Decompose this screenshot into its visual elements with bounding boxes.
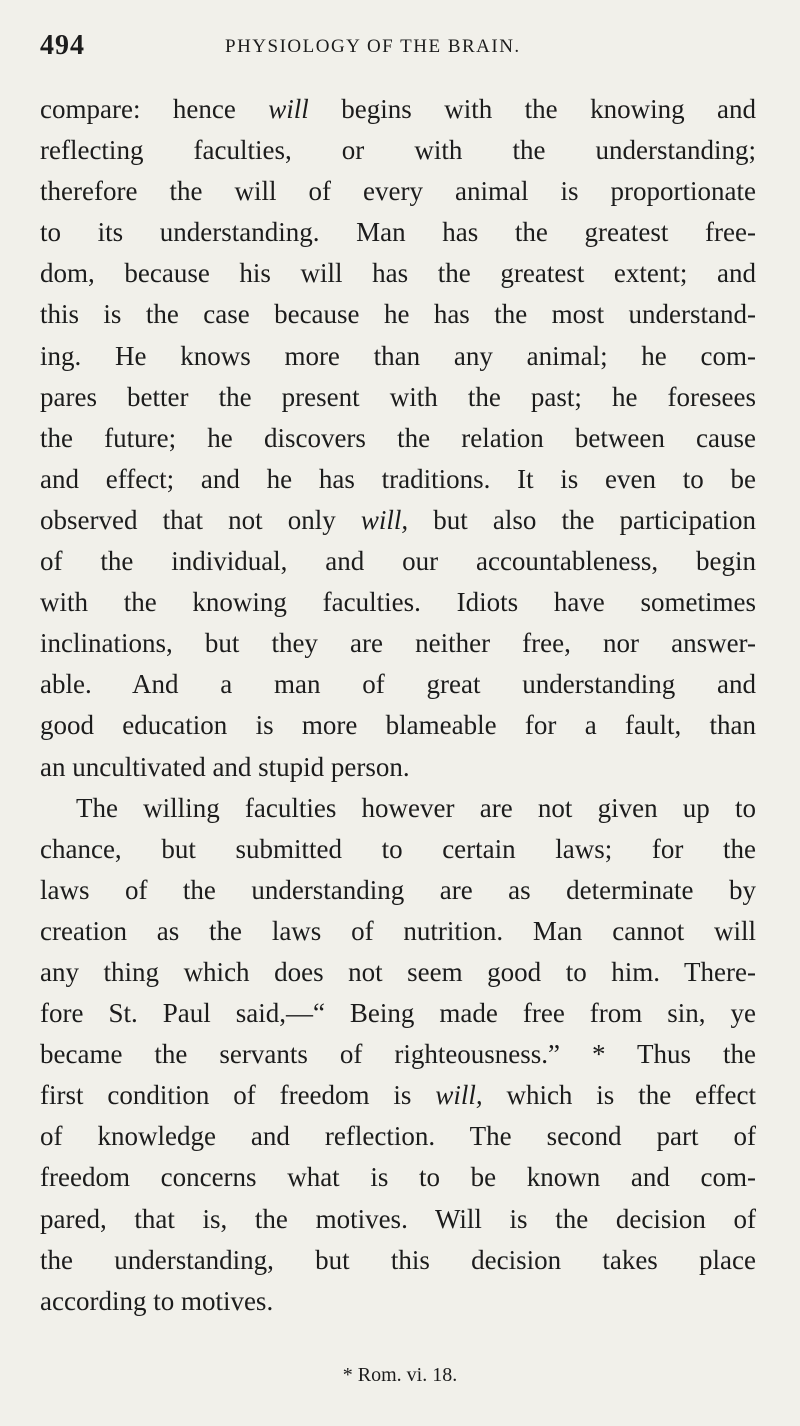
text-line [40,1199,756,1240]
text-segment: to its understanding. Man has the greatest free- [40,217,756,248]
text-segment: freedom concerns what is to be known and com- [40,1162,756,1193]
text-line [40,1075,756,1116]
text-segment: laws of the understanding are as determinate by [40,874,756,905]
text-segment: the understanding, but this decision takes place [40,1244,756,1275]
text-line [40,582,756,623]
text-segment: first condition of freedom is [40,1080,436,1111]
text-segment: The willing faculties however are not given up to [76,792,756,823]
footnote: * Rom. vi. 18. [342,1364,458,1386]
text-line [40,500,756,541]
text-segment: this is the case because he has the most understand- [40,299,756,330]
text-segment: ing. He knows more than any animal; he com- [40,340,756,371]
italic-text: will [268,94,309,124]
text-line [40,1116,756,1157]
text-line [40,993,756,1034]
italic-text: will, [435,1080,483,1111]
text-line [40,952,756,993]
text-line [40,1240,756,1281]
text-line [40,541,756,582]
text-line [40,253,756,294]
text-segment: any thing which does not seem good to him. There- [40,956,756,987]
text-segment: compare: hence [40,94,269,124]
paragraph [40,89,756,788]
text-segment: but also the participation [408,504,756,535]
text-segment: good education is more blameable for a fault, than [40,710,756,741]
page-number: 494 [40,30,85,61]
text-line [40,788,756,829]
text-segment: chance, but submitted to certain laws; for the [40,833,756,864]
text-line [40,705,756,746]
text-segment: therefore the will of every animal is proportionate [40,176,756,207]
text-segment: of knowledge and reflection. The second part of [40,1121,756,1152]
text-line [40,1034,756,1075]
text-line [40,870,756,911]
text-segment: able. And a man of great understanding and [40,669,756,700]
text-line [40,1157,756,1198]
text-line [40,664,756,705]
italic-text: will, [360,504,409,535]
text-segment: reflecting faculties, or with the understanding; [40,135,756,166]
text-line [40,89,756,130]
page-header [40,30,755,70]
text-line [40,294,756,335]
text-segment: an uncultivated and stupid person. [40,751,410,782]
text-segment: inclinations, but they are neither free, nor answer- [40,628,756,659]
text-line [40,336,756,377]
text-segment: and effect; and he has traditions. It is even to be [40,463,756,494]
body-text [40,89,756,1322]
running-head: PHYSIOLOGY OF THE BRAIN. [225,36,521,57]
text-segment: pared, that is, the motives. Will is the decision of [40,1203,756,1234]
text-segment: the future; he discovers the relation between cause [40,422,756,453]
text-segment: creation as the laws of nutrition. Man cannot will [40,915,756,946]
text-segment: of the individual, and our accountableness, begin [40,546,756,577]
text-segment: pares better the present with the past; he foresees [40,381,756,412]
text-line [40,377,756,418]
text-line [40,1281,756,1322]
text-segment: dom, because his will has the greatest extent; and [40,258,756,289]
text-segment: which is the effect [482,1080,756,1111]
text-segment: according to motives. [40,1285,274,1316]
text-line [40,911,756,952]
text-segment: became the servants of righteousness.” * Thus the [40,1039,756,1070]
text-line [40,459,756,500]
text-line [40,829,756,870]
text-segment: observed that not only [40,504,361,535]
text-segment: begins with the knowing and [308,94,756,124]
text-line [40,418,756,459]
text-segment: fore St. Paul said,—“ Being made free from sin, ye [40,998,756,1029]
text-line [40,623,756,664]
text-segment: with the knowing faculties. Idiots have sometimes [40,587,756,618]
text-line [40,171,756,212]
text-line [40,747,756,788]
text-line [40,212,756,253]
text-line [40,130,756,171]
paragraph [40,788,756,1322]
